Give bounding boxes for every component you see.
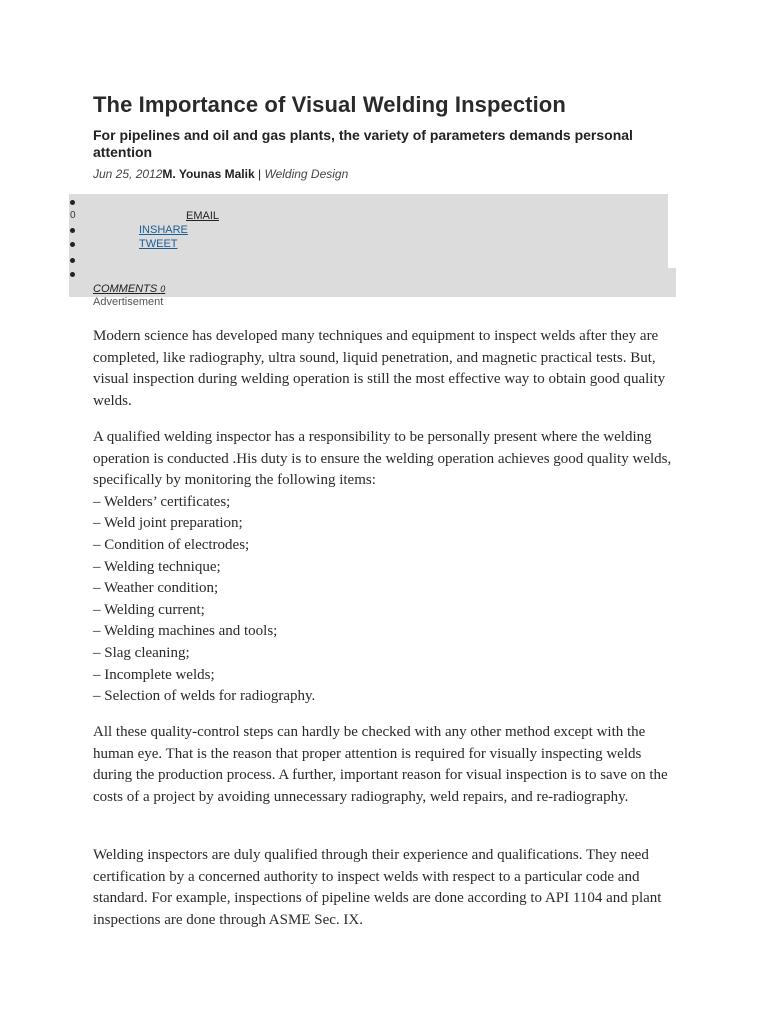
share-tweet-link[interactable]: TWEET bbox=[139, 238, 178, 250]
checklist-item: – Welding current; bbox=[93, 601, 205, 618]
body-paragraph: Modern science has developed many techniques and equipment to inspect welds after they are completed, like radiography, ultra sound, liquid penetration, and magnetic practical tests. But, visual inspection during welding operation is still the most effective way to obtain good quality welds. bbox=[93, 328, 666, 409]
share-count: 0 bbox=[70, 210, 76, 221]
article-subtitle: For pipelines and oil and gas plants, the variety of parameters demands personal attention bbox=[93, 127, 633, 160]
checklist-item: – Weld joint preparation; bbox=[93, 515, 243, 532]
checklist-item: – Weather condition; bbox=[93, 580, 219, 597]
checklist-item: – Welding technique; bbox=[93, 558, 221, 575]
share-email-link[interactable]: EMAIL bbox=[186, 210, 220, 222]
checklist-item: – Welding machines and tools; bbox=[93, 623, 278, 640]
body-paragraph-checklist bbox=[93, 427, 683, 708]
comments-link[interactable] bbox=[93, 283, 165, 295]
advertisement-label: Advertisement bbox=[93, 296, 164, 308]
comments-count: 0 bbox=[160, 284, 166, 294]
checklist-item: – Condition of electrodes; bbox=[93, 536, 250, 553]
checklist-item: – Incomplete welds; bbox=[93, 666, 215, 683]
checklist-intro: A qualified welding inspector has a responsibility to be personally present where the welding operation is conducted .His duty is to ensure the welding operation achieves good quality welds, specifically by monitoring the following items: bbox=[93, 429, 672, 489]
list-bullet-icon bbox=[70, 242, 75, 247]
body-paragraph: All these quality-control steps can hardly be checked with any other method except with the human eye. That is the reason that proper attention is required for visually inspecting welds during the production process. A further, important reason for visual inspection is to save on the costs of a project by avoiding unnecessary radiography, weld repairs, and re-radiography. bbox=[93, 724, 668, 805]
list-bullet-icon bbox=[70, 200, 75, 205]
checklist-item: – Welders’ certificates; bbox=[93, 493, 231, 510]
article-title: The Importance of Visual Welding Inspection bbox=[93, 92, 566, 117]
publish-date: Jun 25, 2012 bbox=[93, 167, 163, 181]
share-inshare-link[interactable]: INSHARE bbox=[139, 224, 188, 236]
list-bullet-icon bbox=[70, 258, 75, 263]
article-byline bbox=[93, 167, 348, 181]
checklist-item: – Slag cleaning; bbox=[93, 644, 190, 661]
list-bullet-icon bbox=[70, 228, 75, 233]
body-paragraph: Welding inspectors are duly qualified through their experience and qualifications. They need certification by a concerned authority to inspect welds with respect to a particular code and standard. For example, inspections of pipeline welds are done according to API 1104 and plant inspections are done through ASME Sec. IX. bbox=[93, 847, 662, 928]
comments-label: COMMENTS bbox=[93, 283, 158, 295]
checklist-item: – Selection of welds for radiography. bbox=[93, 688, 316, 705]
author-link[interactable]: M. Younas Malik bbox=[162, 167, 255, 181]
category-link[interactable]: Welding Design bbox=[264, 167, 349, 181]
byline-separator: | bbox=[254, 167, 265, 181]
list-bullet-icon bbox=[70, 272, 75, 277]
